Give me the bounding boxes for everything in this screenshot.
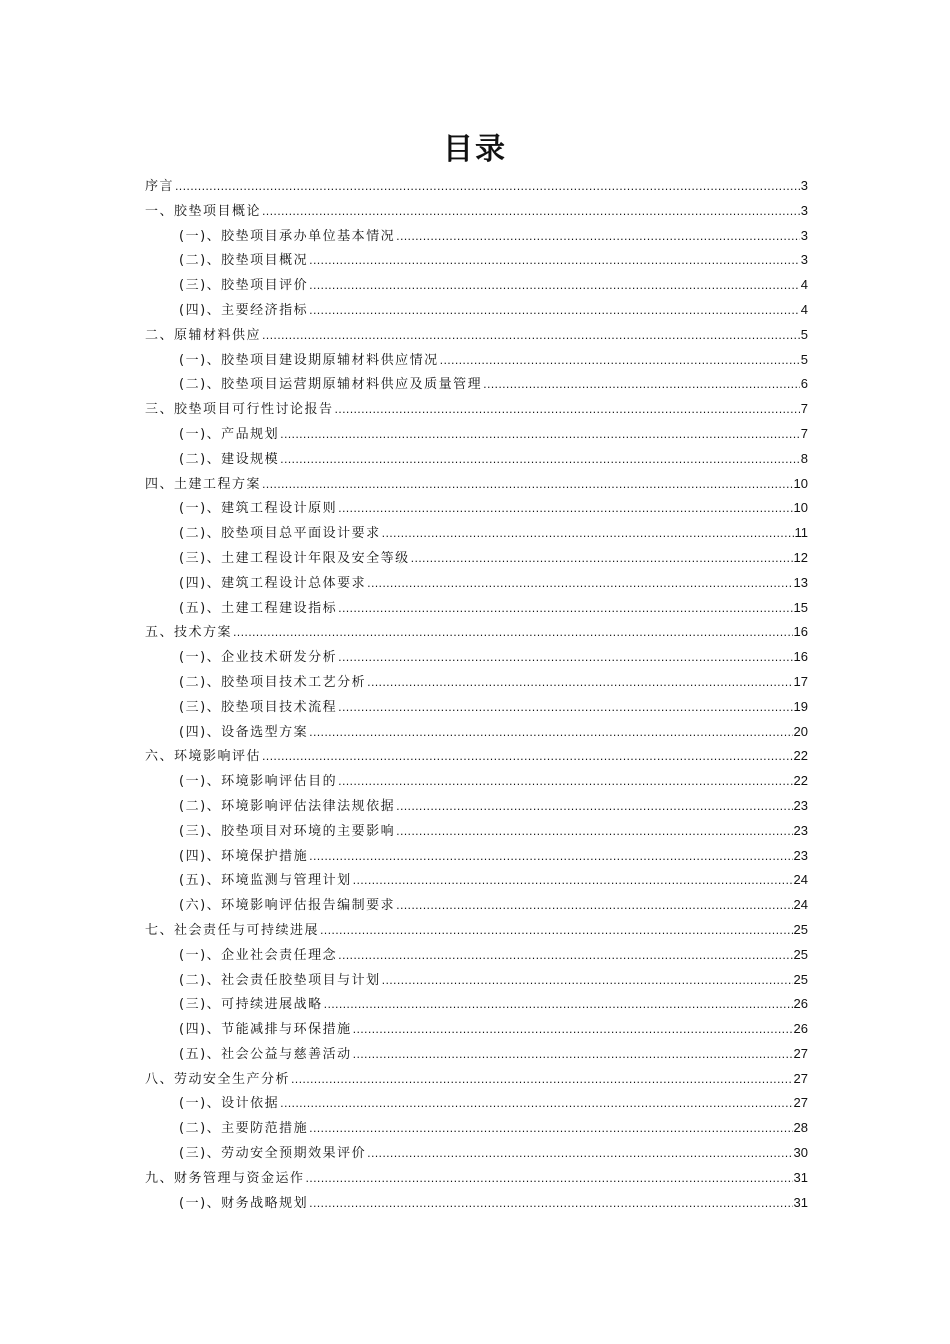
toc-subsection-entry[interactable] (145, 720, 808, 745)
toc-subsection-entry[interactable] (145, 670, 808, 695)
toc-section-entry[interactable] (145, 323, 808, 348)
toc-entry-page-number: 5 (800, 351, 808, 367)
toc-entry-label: 八、劳动安全生产分析 (145, 1071, 291, 1087)
toc-entry-label: (一)、企业社会责任理念 (179, 947, 338, 963)
toc-dot-leader (324, 993, 793, 1018)
toc-dot-leader (353, 1018, 793, 1043)
toc-dot-leader (367, 1142, 792, 1167)
toc-section-entry[interactable] (145, 397, 808, 422)
toc-dot-leader (396, 894, 792, 919)
toc-dot-leader (262, 745, 793, 770)
toc-dot-leader (440, 349, 800, 374)
toc-entry-label: (二)、主要防范措施 (179, 1121, 309, 1137)
toc-dot-leader (411, 547, 793, 572)
toc-subsection-entry[interactable] (145, 868, 808, 893)
toc-entry-page-number: 23 (793, 847, 808, 863)
toc-entry-label: (四)、主要经济指标 (179, 302, 309, 318)
toc-entry-label: (一)、企业技术研发分析 (179, 650, 338, 666)
toc-entry-label: 九、财务管理与资金运作 (145, 1170, 305, 1186)
toc-entry-page-number: 31 (793, 1169, 808, 1185)
toc-entry-page-number: 3 (800, 202, 808, 218)
toc-entry-page-number: 10 (793, 475, 808, 491)
toc-entry-label: (三)、可持续进展战略 (179, 997, 323, 1013)
toc-entry-label: (一)、设计依据 (179, 1096, 280, 1112)
toc-dot-leader (338, 944, 792, 969)
toc-entry-label: (四)、节能减排与环保措施 (179, 1022, 352, 1038)
toc-entry-label: (三)、胶垫项目评价 (179, 278, 309, 294)
toc-entry-page-number: 27 (793, 1070, 808, 1086)
toc-section-entry[interactable] (145, 1166, 808, 1191)
toc-subsection-entry[interactable] (145, 348, 808, 373)
toc-dot-leader (309, 274, 800, 299)
toc-entry-page-number: 26 (793, 1021, 808, 1037)
toc-entry-label: 五、技术方案 (145, 625, 233, 641)
toc-entry-label: 二、原辅材料供应 (145, 327, 262, 343)
toc-dot-leader (338, 597, 792, 622)
toc-entry-label: 七、社会责任与可持续进展 (145, 922, 320, 938)
toc-entry-label: (二)、胶垫项目技术工艺分析 (179, 674, 367, 690)
toc-dot-leader (280, 1092, 792, 1117)
toc-entry-label: (五)、社会公益与慈善活动 (179, 1046, 352, 1062)
toc-subsection-entry[interactable] (145, 1141, 808, 1166)
toc-subsection-entry[interactable] (145, 893, 808, 918)
toc-entry-label: (二)、建设规模 (179, 451, 280, 467)
toc-dot-leader (291, 1068, 793, 1093)
toc-dot-leader (338, 497, 792, 522)
toc-entry-page-number: 15 (793, 599, 808, 615)
toc-entry-label: (三)、胶垫项目对环境的主要影响 (179, 823, 396, 839)
toc-entry-page-number: 27 (793, 1045, 808, 1061)
toc-dot-leader (396, 820, 792, 845)
toc-entry-label: (四)、环境保护措施 (179, 848, 309, 864)
toc-dot-leader (338, 696, 792, 721)
toc-subsection-entry[interactable] (145, 298, 808, 323)
toc-entry-page-number: 7 (800, 425, 808, 441)
toc-subsection-entry[interactable] (145, 645, 808, 670)
toc-entry-page-number: 25 (793, 971, 808, 987)
toc-entry-page-number: 16 (793, 624, 808, 640)
toc-entry-label: (二)、胶垫项目概况 (179, 253, 309, 269)
toc-entry-page-number: 22 (793, 748, 808, 764)
toc-subsection-entry[interactable] (145, 224, 808, 249)
toc-dot-leader (262, 200, 800, 225)
toc-dot-leader (396, 795, 792, 820)
toc-dot-leader (320, 919, 793, 944)
toc-entry-page-number: 23 (793, 797, 808, 813)
toc-subsection-entry[interactable] (145, 521, 808, 546)
toc-entry-page-number: 19 (793, 698, 808, 714)
toc-entry-page-number: 20 (793, 723, 808, 739)
toc-section-entry[interactable] (145, 620, 808, 645)
toc-subsection-entry[interactable] (145, 794, 808, 819)
toc-dot-leader (309, 1117, 792, 1142)
toc-subsection-entry[interactable] (145, 1042, 808, 1067)
toc-subsection-entry[interactable] (145, 571, 808, 596)
toc-entry-page-number: 3 (800, 178, 808, 193)
toc-entry-page-number: 25 (793, 921, 808, 937)
toc-entry-page-number: 7 (800, 401, 808, 417)
toc-entry-page-number: 8 (800, 450, 808, 466)
toc-dot-leader (309, 845, 792, 870)
toc-entry-page-number: 17 (793, 673, 808, 689)
toc-entry-label: 一、胶垫项目概论 (145, 203, 262, 219)
toc-dot-leader (382, 522, 794, 547)
toc-entry-label: 三、胶垫项目可行性讨论报告 (145, 402, 334, 418)
toc-dot-leader (280, 448, 800, 473)
toc-entry-label: (一)、建筑工程设计原则 (179, 501, 338, 517)
toc-entry-page-number: 24 (793, 897, 808, 913)
toc-entry-label: (一)、财务战略规划 (179, 1195, 309, 1211)
toc-subsection-entry[interactable] (145, 1191, 808, 1216)
toc-dot-leader (280, 423, 800, 448)
toc-entry-page-number: 6 (800, 376, 808, 392)
toc-entry-page-number: 10 (793, 500, 808, 516)
toc-entry-label: 序言 (145, 179, 175, 194)
toc-entry-label: (一)、胶垫项目建设期原辅材料供应情况 (179, 352, 439, 368)
toc-entry-page-number: 31 (793, 1194, 808, 1210)
toc-entry-label: 四、土建工程方案 (145, 476, 262, 492)
toc-entry-page-number: 30 (793, 1145, 808, 1161)
toc-section-entry[interactable] (145, 174, 808, 199)
toc-entry-page-number: 25 (793, 946, 808, 962)
toc-dot-leader (262, 473, 793, 498)
toc-entry-label: (三)、劳动安全预期效果评价 (179, 1146, 367, 1162)
toc-entry-label: (五)、环境监测与管理计划 (179, 873, 352, 889)
toc-entry-label: (一)、产品规划 (179, 426, 280, 442)
toc-entry-page-number: 11 (794, 525, 808, 541)
toc-entry-label: (四)、建筑工程设计总体要求 (179, 575, 367, 591)
toc-dot-leader (233, 621, 793, 646)
toc-subsection-entry[interactable] (145, 992, 808, 1017)
toc-entry-page-number: 4 (800, 277, 808, 293)
toc-entry-page-number: 12 (793, 549, 808, 565)
toc-entry-label: (二)、社会责任胶垫项目与计划 (179, 972, 381, 988)
toc-entry-label: (二)、环境影响评估法律法规依据 (179, 798, 396, 814)
toc-dot-leader (175, 175, 800, 200)
toc-entry-label: (五)、土建工程建设指标 (179, 600, 338, 616)
toc-dot-leader (353, 869, 793, 894)
toc-section-entry[interactable] (145, 744, 808, 769)
toc-dot-leader (309, 721, 792, 746)
toc-subsection-entry[interactable] (145, 968, 808, 993)
toc-entry-label: (三)、胶垫项目技术流程 (179, 699, 338, 715)
toc-subsection-entry[interactable] (145, 819, 808, 844)
toc-subsection-entry[interactable] (145, 1091, 808, 1116)
toc-entry-page-number: 23 (793, 822, 808, 838)
toc-subsection-entry[interactable] (145, 844, 808, 869)
toc-subsection-entry[interactable] (145, 769, 808, 794)
toc-subsection-entry[interactable] (145, 546, 808, 571)
toc-dot-leader (367, 572, 792, 597)
toc-entry-page-number: 13 (793, 574, 808, 590)
toc-entry-page-number: 22 (793, 773, 808, 789)
toc-entry-page-number: 28 (793, 1120, 808, 1136)
toc-subsection-entry[interactable] (145, 422, 808, 447)
toc-dot-leader (309, 299, 800, 324)
toc-entry-label: (三)、土建工程设计年限及安全等级 (179, 550, 410, 566)
toc-dot-leader (353, 1043, 793, 1068)
toc-entry-label: 六、环境影响评估 (145, 749, 262, 765)
toc-dot-leader (309, 249, 800, 274)
toc-section-entry[interactable] (145, 1067, 808, 1092)
toc-subsection-entry[interactable] (145, 1116, 808, 1141)
toc-entry-page-number: 3 (800, 252, 808, 268)
toc-entry-label: (二)、胶垫项目运营期原辅材料供应及质量管理 (179, 377, 483, 393)
toc-subsection-entry[interactable] (145, 1017, 808, 1042)
toc-subsection-entry[interactable] (145, 695, 808, 720)
toc-dot-leader (306, 1167, 793, 1192)
toc-entry-page-number: 4 (800, 301, 808, 317)
toc-subsection-entry[interactable] (145, 447, 808, 472)
toc-title: 目录 (443, 132, 507, 167)
toc-dot-leader (338, 770, 792, 795)
toc-entry-label: (一)、胶垫项目承办单位基本情况 (179, 228, 396, 244)
toc-dot-leader (335, 398, 800, 423)
toc-subsection-entry[interactable] (145, 596, 808, 621)
toc-dot-leader (382, 969, 793, 994)
toc-dot-leader (309, 1192, 792, 1217)
toc-dot-leader (338, 646, 792, 671)
toc-entry-page-number: 26 (793, 996, 808, 1012)
toc-subsection-entry[interactable] (145, 496, 808, 521)
toc-section-entry[interactable] (145, 472, 808, 497)
toc-entry-page-number: 3 (800, 227, 808, 243)
toc-dot-leader (396, 225, 800, 250)
toc-list (145, 174, 808, 1215)
toc-entry-label: (二)、胶垫项目总平面设计要求 (179, 526, 381, 542)
toc-subsection-entry[interactable] (145, 273, 808, 298)
toc-entry-label: (一)、环境影响评估目的 (179, 774, 338, 790)
toc-entry-label: (六)、环境影响评估报告编制要求 (179, 898, 396, 914)
toc-dot-leader (483, 373, 800, 398)
toc-subsection-entry[interactable] (145, 248, 808, 273)
toc-dot-leader (262, 324, 800, 349)
toc-subsection-entry[interactable] (145, 943, 808, 968)
toc-subsection-entry[interactable] (145, 372, 808, 397)
toc-section-entry[interactable] (145, 199, 808, 224)
toc-entry-page-number: 16 (793, 649, 808, 665)
toc-section-entry[interactable] (145, 918, 808, 943)
toc-entry-page-number: 24 (793, 872, 808, 888)
toc-entry-label: (四)、设备选型方案 (179, 724, 309, 740)
toc-dot-leader (367, 671, 792, 696)
toc-entry-page-number: 5 (800, 326, 808, 342)
toc-entry-page-number: 27 (793, 1095, 808, 1111)
